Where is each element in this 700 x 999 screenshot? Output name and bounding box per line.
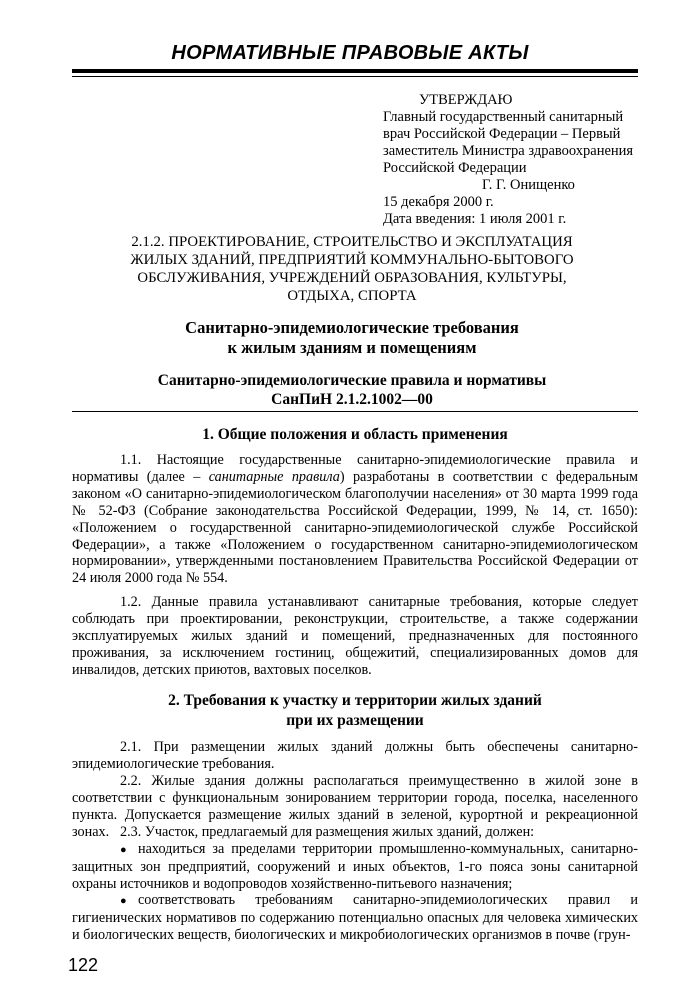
paragraph-1-1-text-b: ) разработаны в соответствии с федеральным законом «О санитарно-эпидемиологическом благополучии населения» от 30 марта 1999 года № 52-ФЗ (Собрание законодательства Российской Федерации, 1999, № 14, ст. 1650): «Положением о государственной санитарно-эпидемиологической службе Российской Федерации», а также «Положением о государственном санитарно-эпидемиологическом нормировании», утвержденными постановлением Правительства Российской Федерации от 24 июля 2000 года № 554. xyxy=(72,468,638,587)
bullet-icon: ● xyxy=(120,895,127,907)
approval-date: 15 декабря 2000 г. xyxy=(383,194,494,210)
approval-signatory-name: Г. Г. Онищенко xyxy=(482,177,575,193)
header-rule-thick xyxy=(72,69,638,73)
chapter-2-title xyxy=(72,691,638,731)
approval-line: заместитель Министра здравоохранения xyxy=(383,143,634,159)
document-title-line: к жилым зданиям и помещениям xyxy=(227,338,477,357)
section-heading-line: 2.1.2. ПРОЕКТИРОВАНИЕ, СТРОИТЕЛЬСТВО И ЭКСПЛУАТАЦИЯ xyxy=(131,234,573,250)
paragraph-2-1: 2.1. При размещении жилых зданий должны быть обеспечены санитарно-эпидемиологические требования. xyxy=(72,739,638,772)
section-heading-line: ОБСЛУЖИВАНИЯ, УЧРЕЖДЕНИЙ ОБРАЗОВАНИЯ, КУЛЬТУРЫ, xyxy=(137,270,567,286)
subtitle-rule xyxy=(72,411,638,412)
paragraph-1-1 xyxy=(72,452,638,587)
document-code: СанПиН 2.1.2.1002—00 xyxy=(271,391,433,408)
paragraph-1-2: 1.2. Данные правила устанавливают санитарные требования, которые следует соблюдать при проектировании, реконструкции, строительстве, а также содержании эксплуатируемых жилых зданий и помещений, предназначенных для постоянного проживания, за исключением гостиниц, общежитий, специализированных домов для инвалидов, детских приютов, вахтовых поселков. xyxy=(72,594,638,678)
chapter-2-title-line: 2. Требования к участку и территории жилых зданий xyxy=(168,692,542,709)
approval-title: УТВЕРЖДАЮ xyxy=(419,92,513,108)
chapter-2-title-line: при их размещении xyxy=(286,712,424,729)
paragraph-2-3: 2.3. Участок, предлагаемый для размещения жилых зданий, должен: xyxy=(120,824,535,840)
section-heading xyxy=(100,233,604,305)
running-header-title: НОРМАТИВНЫЕ ПРАВОВЫЕ АКТЫ xyxy=(171,42,529,64)
header-rule-thin xyxy=(72,76,638,77)
approval-line: Главный государственный санитарный xyxy=(383,109,624,125)
bullet-text: соответствовать требованиям санитарно-эпидемиологических правил и гигиенических нормативов по содержанию потенциально опасных для человека химических и биологических веществ, биологических и микробиологических организмов в почве (грун- xyxy=(72,892,638,943)
section-heading-line: ЖИЛЫХ ЗДАНИЙ, ПРЕДПРИЯТИЙ КОММУНАЛЬНО-БЫТОВОГО xyxy=(130,252,574,268)
bullet-text: находиться за пределами территории промышленно-коммунальных, санитарно-защитных зон предприятий, сооружений и иных объектов, 1-го пояса зоны санитарной охраны источников и водопроводов хозяйственно-питьевого назначения; xyxy=(72,841,638,892)
approval-line: врач Российской Федерации – Первый xyxy=(383,126,621,142)
chapter-1-title: 1. Общие положения и область применения xyxy=(202,426,508,443)
paragraph-1-1-text-a: 1.1. Настоящие государственные санитарно-эпидемиологические правила и нормативы (далее – xyxy=(72,452,638,485)
document-title xyxy=(100,318,604,358)
bullet-icon: ● xyxy=(120,844,127,856)
section-heading-line: ОТДЫХА, СПОРТА xyxy=(287,288,417,304)
approval-line: Российской Федерации xyxy=(383,160,527,176)
approval-effective-date: Дата введения: 1 июля 2001 г. xyxy=(383,211,567,227)
paragraph-2-2: 2.2. Жилые здания должны располагаться преимущественно в жилой зоне в соответствии с функциональным зонированием территории города, поселка, населенного пункта. Допускается размещение жилых зданий в зеленой, курортной и рекреационной зонах. xyxy=(72,773,638,840)
document-subtitle xyxy=(100,371,604,409)
bullet-item xyxy=(72,841,638,893)
document-subtitle-line: Санитарно-эпидемиологические правила и нормативы xyxy=(157,372,547,389)
page-number: 122 xyxy=(68,955,99,975)
bullet-item xyxy=(72,892,638,944)
document-title-line: Санитарно-эпидемиологические требования xyxy=(185,318,519,337)
paragraph-1-1-italic-term: санитарные правила xyxy=(208,468,340,485)
approval-block xyxy=(383,92,663,228)
